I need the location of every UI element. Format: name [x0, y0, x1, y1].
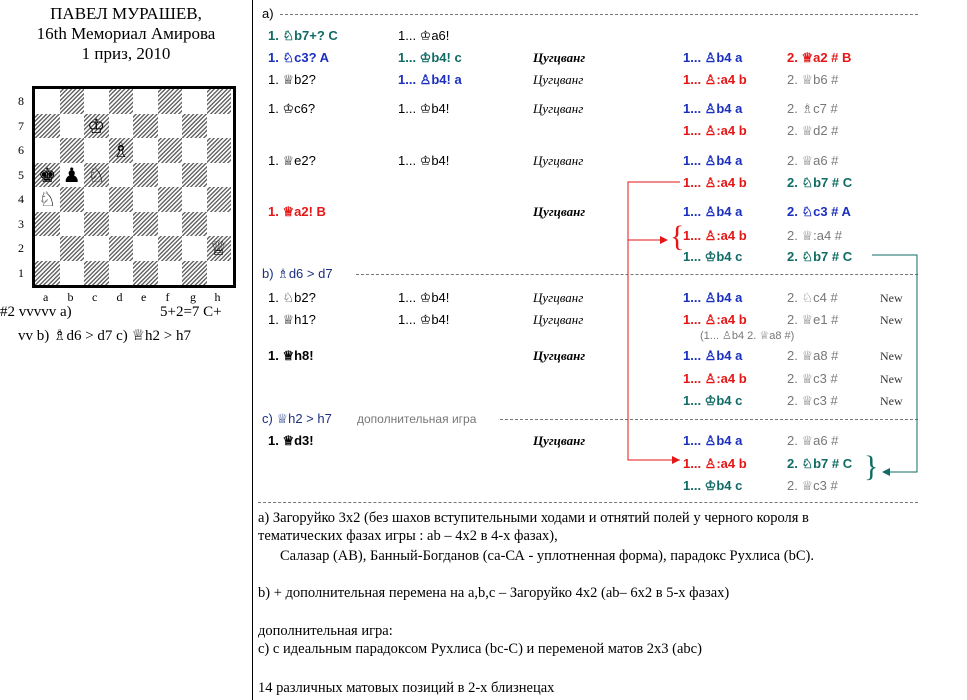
- rank-label: 1: [18, 265, 24, 280]
- refutation: 1... ♔a6!: [398, 28, 450, 43]
- white-mate: 2. ♘b7 # C: [787, 175, 853, 190]
- red-arrow-head-bottom: [672, 456, 680, 464]
- black-reply: 1... ♔b4 c: [683, 478, 743, 493]
- note-b: (1... ♙b4 2. ♕a8 #): [700, 330, 795, 342]
- rank-label: 5: [18, 167, 24, 182]
- new-tag: New: [880, 291, 903, 305]
- red-brace: {: [670, 220, 685, 253]
- chess-piece: ♚: [38, 162, 57, 187]
- key-move: 1. ♘c3? A: [268, 50, 330, 65]
- key-move: 1. ♘b7+? C: [268, 28, 338, 43]
- file-label: d: [116, 290, 123, 304]
- file-label: e: [141, 290, 147, 304]
- key-move: 1. ♕d3!: [268, 433, 314, 448]
- white-mate: 2. ♕:a4 #: [787, 228, 843, 243]
- file-label: f: [165, 290, 170, 304]
- white-mate: 2. ♕a2 # B: [787, 50, 852, 65]
- file-label: b: [67, 290, 74, 304]
- file-label: c: [92, 290, 98, 304]
- white-mate: 2. ♕a6 #: [787, 153, 839, 168]
- comment-b: b) + дополнительная перемена на a,b,c – Загоруйко 4х2 (ab– 6х2 в 5-х фазах): [258, 585, 730, 601]
- black-reply: 1... ♙b4 a: [683, 101, 743, 116]
- zugzwang-label: Цугцванг: [533, 50, 586, 65]
- white-mate: 2. ♕c3 #: [787, 478, 838, 493]
- key-move: 1. ♕b2?: [268, 72, 316, 87]
- key-move: 1. ♘b2?: [268, 290, 316, 305]
- refutation: 1... ♔b4! c: [398, 50, 462, 65]
- comment-summary: 14 различных матовых позиций в 2-х близнецах: [258, 680, 555, 696]
- white-mate: 2. ♕a8 #: [787, 348, 839, 363]
- teal-brace: }: [864, 450, 879, 483]
- key-move: 1. ♕h8!: [268, 348, 314, 363]
- twins-line: vv b) ♗d6 > d7 c) ♕h2 > h7: [18, 328, 191, 344]
- tourney-name: 16th Мемориал Амирова: [36, 24, 216, 43]
- chess-piece: ♗: [111, 138, 130, 162]
- black-reply: 1... ♙b4 a: [683, 153, 743, 168]
- zugzwang-label: Цугцванг: [533, 290, 584, 305]
- white-mate: 2. ♕a6 #: [787, 433, 839, 448]
- chess-piece: ♟: [62, 162, 81, 187]
- rank-label: 2: [18, 241, 24, 255]
- white-mate: 2. ♘c4 #: [787, 290, 838, 305]
- comment-c-title: дополнительная игра:: [258, 623, 393, 639]
- black-reply: 1... ♙:a4 b: [683, 228, 747, 243]
- rank-label: 6: [18, 143, 24, 157]
- chess-piece: ♘: [38, 187, 57, 211]
- new-tag: New: [880, 349, 903, 363]
- black-reply: 1... ♙b4 a: [683, 348, 743, 363]
- zugzwang-label: Цугцванг: [533, 153, 584, 168]
- refutation: 1... ♔b4!: [398, 312, 450, 327]
- file-label: h: [214, 290, 221, 304]
- new-tag: New: [880, 394, 903, 408]
- black-reply: 1... ♙:a4 b: [683, 312, 747, 327]
- rank-label: 8: [18, 94, 24, 108]
- white-mate: 2. ♕b6 #: [787, 72, 839, 87]
- rank-label: 7: [18, 118, 24, 133]
- new-tag: New: [880, 372, 903, 386]
- teal-arrow-head: [882, 468, 890, 476]
- refutation: 1... ♔b4!: [398, 290, 450, 305]
- black-reply: 1... ♙b4 a: [683, 290, 743, 305]
- black-reply: 1... ♙:a4 b: [683, 72, 747, 87]
- key-move: 1. ♔c6?: [268, 101, 316, 116]
- comment-a-line2: тематических фазах игры : ab – 4х2 в 4-х фазах),: [258, 528, 558, 544]
- piece-count: 5+2=7 C+: [160, 304, 222, 320]
- black-reply: 1... ♙b4 a: [683, 50, 743, 65]
- zugzwang-label: Цугцванг: [533, 101, 584, 116]
- rank-label: 4: [18, 192, 24, 206]
- section-c-label: c) ♕h2 > h7: [262, 411, 332, 426]
- red-arrow-head-middle: [660, 236, 668, 244]
- file-label: g: [190, 290, 196, 304]
- key-move: 1. ♕e2?: [268, 153, 316, 168]
- white-mate: 2. ♘b7 # C: [787, 249, 853, 264]
- section-c-note: дополнительная игра: [357, 412, 477, 426]
- zugzwang-label: Цугцванг: [533, 72, 584, 87]
- file-label: a: [43, 290, 49, 304]
- black-reply: 1... ♙:a4 b: [683, 456, 747, 471]
- chess-piece: ♕: [209, 236, 228, 260]
- white-mate: 2. ♕d2 #: [787, 123, 839, 138]
- comment-a-line1: a) Загоруйко 3х2 (без шахов вступительными ходами и отнятий полей у черного короля в: [258, 510, 809, 526]
- award: 1 приз, 2010: [81, 44, 171, 63]
- black-reply: 1... ♙:a4 b: [683, 371, 747, 386]
- stipulation-left: #2 vvvvv a): [0, 304, 72, 320]
- comment-a-line3: Салазар (АВ), Банный-Богданов (са-СА - уплотненная форма), парадокс Рухлиса (bC).: [280, 548, 814, 564]
- white-mate: 2. ♘c3 # A: [787, 204, 851, 219]
- white-mate: 2. ♘b7 # C: [787, 456, 853, 471]
- zugzwang-label: Цугцванг: [533, 348, 586, 363]
- white-mate: 2. ♗c7 #: [787, 101, 838, 116]
- white-mate: 2. ♕c3 #: [787, 393, 838, 408]
- black-reply: 1... ♙:a4 b: [683, 175, 747, 190]
- refutation: 1... ♙b4! a: [398, 72, 462, 87]
- white-mate: 2. ♕c3 #: [787, 371, 838, 386]
- black-reply: 1... ♙:a4 b: [683, 123, 747, 138]
- key-move: 1. ♕a2! B: [268, 204, 326, 219]
- zugzwang-label: Цугцванг: [533, 312, 584, 327]
- section-a-label: а): [262, 6, 274, 21]
- zugzwang-label: Цугцванг: [533, 433, 586, 448]
- chess-piece: ♔: [87, 113, 106, 138]
- zugzwang-label: Цугцванг: [533, 204, 586, 219]
- key-move: 1. ♕h1?: [268, 312, 316, 327]
- chess-piece: ♘: [87, 162, 106, 187]
- black-reply: 1... ♔b4 c: [683, 249, 743, 264]
- black-reply: 1... ♙b4 a: [683, 204, 743, 219]
- black-reply: 1... ♔b4 c: [683, 393, 743, 408]
- refutation: 1... ♔b4!: [398, 101, 450, 116]
- white-mate: 2. ♕e1 #: [787, 312, 839, 327]
- section-b-label: b) ♗d6 > d7: [262, 266, 333, 281]
- rank-label: 3: [18, 216, 24, 231]
- author-name: ПАВЕЛ МУРАШЕВ,: [50, 4, 202, 23]
- new-tag: New: [880, 313, 903, 327]
- black-reply: 1... ♙b4 a: [683, 433, 743, 448]
- comment-c: c) с идеальным парадоксом Рухлиса (bc-C) и переменой матов 2х3 (abc): [258, 641, 702, 657]
- teal-connector-line: [872, 255, 917, 472]
- refutation: 1... ♔b4!: [398, 153, 450, 168]
